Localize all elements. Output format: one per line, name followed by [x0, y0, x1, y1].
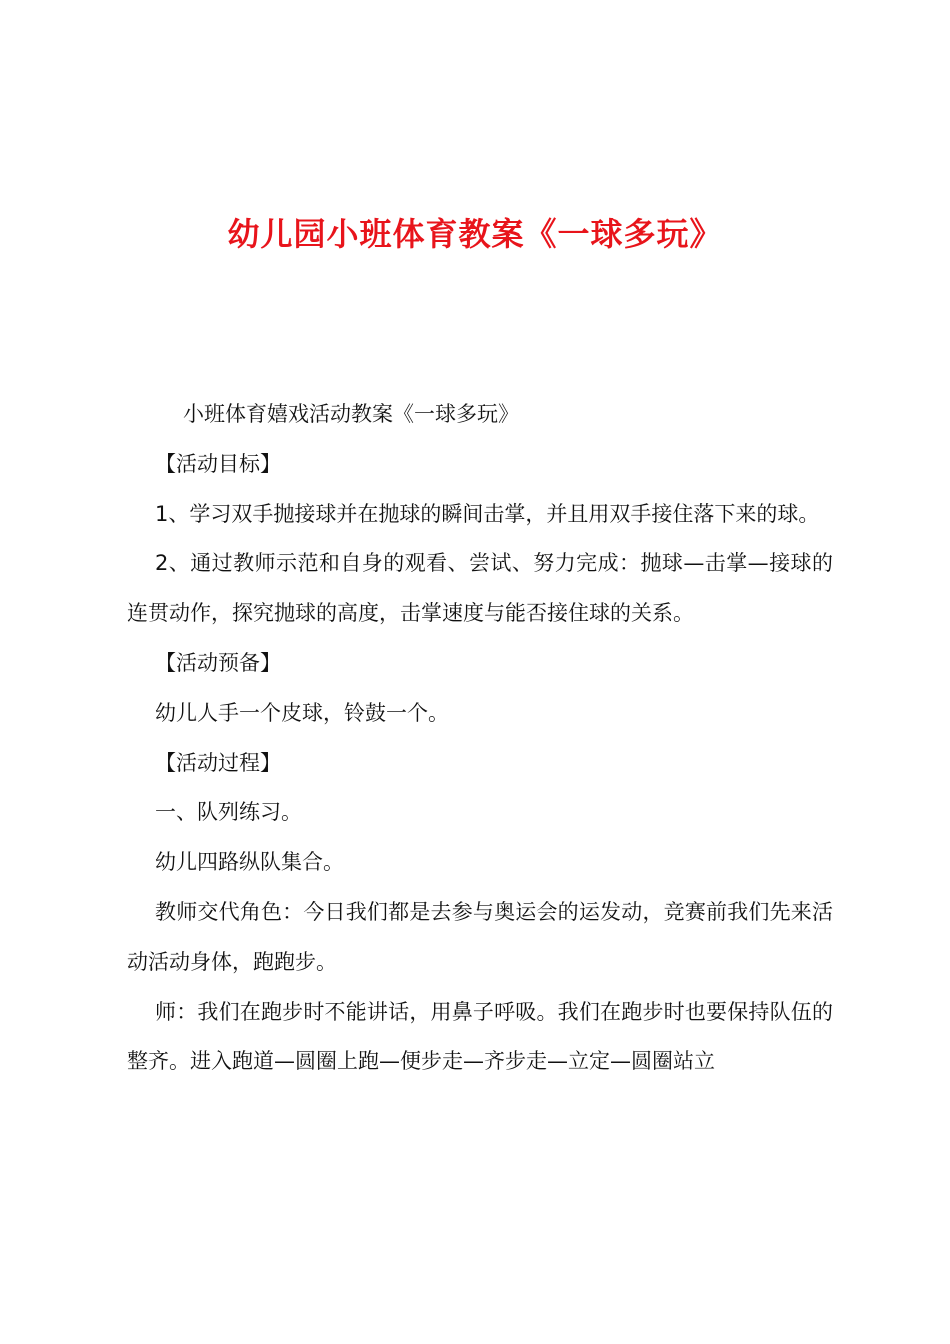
document-body [127, 390, 833, 1087]
process-text-1: 幼儿四路纵队集合。 [155, 850, 344, 875]
process-step-1: 一、队列练习。 [155, 800, 302, 825]
section-heading-goals: 【活动目标】 [155, 451, 281, 476]
section-heading-preparation: 【活动预备】 [155, 650, 281, 675]
subtitle-paragraph: 小班体育嬉戏活动教案《一球多玩》 [183, 402, 519, 426]
process-text-3: 师：我们在跑步时不能讲话，用鼻子呼吸。我们在跑步时也要保持队伍的整齐。进入跑道—圆圈上跑—便步走—齐步走—立定—圆圈站立 [127, 999, 833, 1074]
goal-item-1: 1、学习双手抛接球并在抛球的瞬间击掌，并且用双手接住落下来的球。 [155, 501, 820, 526]
goal-item-2: 2、通过教师示范和自身的观看、尝试、努力完成：抛球—击掌—接球的连贯动作，探究抛球的高度，击掌速度与能否接住球的关系。 [127, 551, 833, 626]
preparation-text: 幼儿人手一个皮球，铃鼓一个。 [155, 700, 449, 725]
section-heading-process: 【活动过程】 [155, 750, 281, 775]
process-text-2: 教师交代角色：今日我们都是去参与奥运会的运发动，竞赛前我们先来活动活动身体，跑跑步。 [127, 899, 833, 974]
document-title: 幼儿园小班体育教案《一球多玩》 [227, 215, 723, 253]
